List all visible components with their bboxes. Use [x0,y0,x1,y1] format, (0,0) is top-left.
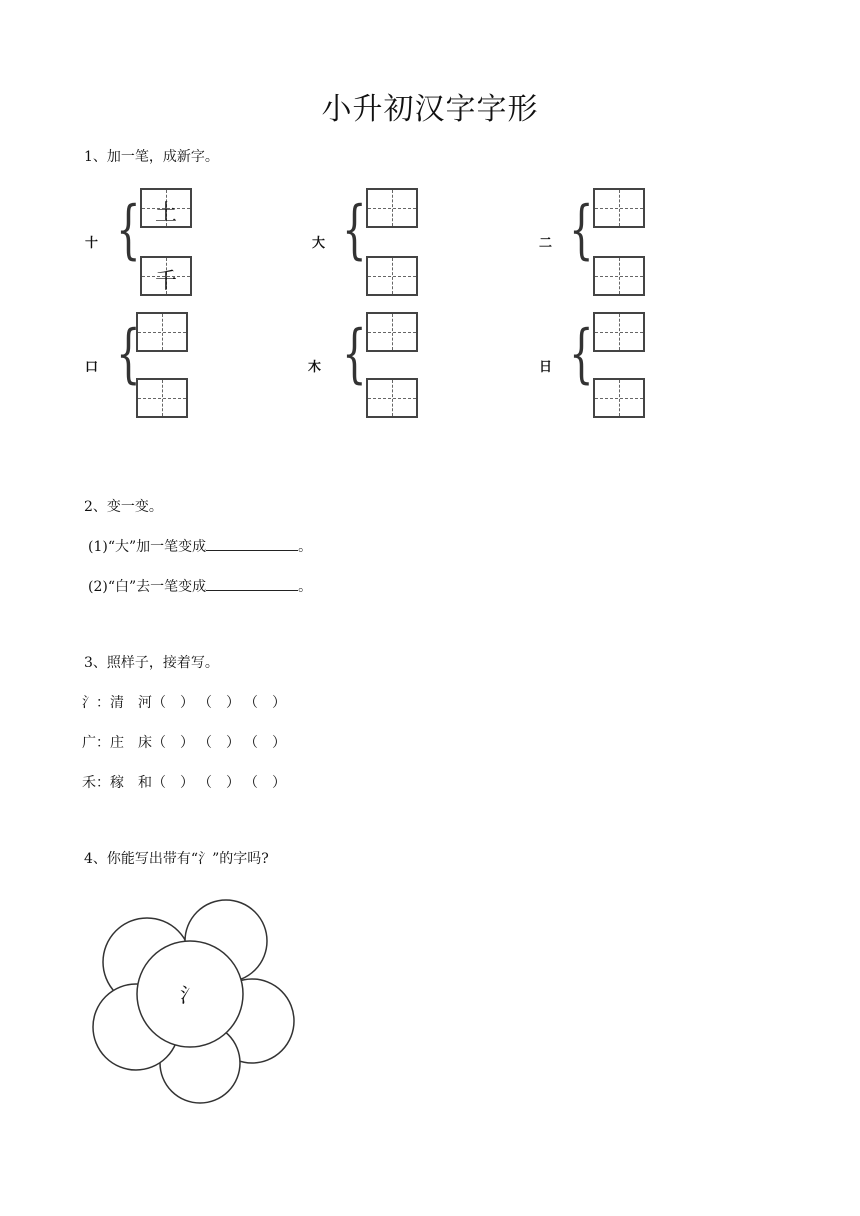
brace: { [569,193,594,267]
item-suffix: 。 [298,579,313,595]
center-char: 氵 [180,983,200,1007]
item-prefix: (1)“大”加一笔变成 [88,539,207,555]
answer-parens[interactable]: （ ） [152,735,194,751]
radical: 广： [82,735,110,751]
answer-parens[interactable]: （ ） [198,775,240,791]
answer-parens[interactable]: （ ） [152,695,194,711]
radical-row [82,732,290,752]
answer-parens[interactable]: （ ） [198,735,240,751]
examples: 稼 和 [110,775,152,791]
brace: { [116,193,141,267]
fill-blank-item [88,576,312,596]
answer-parens[interactable]: （ ） [244,735,286,751]
base-char: 大 [312,236,326,251]
base-char: 木 [308,360,322,375]
answer-box[interactable] [593,256,645,296]
answer-box[interactable] [593,312,645,352]
answer-char: 土 [154,201,177,226]
radical-row [82,692,290,712]
answer-box[interactable] [140,256,192,296]
examples: 清 河 [110,695,152,711]
answer-box[interactable] [366,188,418,228]
radical-row [82,772,290,792]
page-title: 小升初汉字字形 [321,92,539,127]
item-suffix: 。 [298,539,313,555]
answer-box[interactable] [366,256,418,296]
answer-box[interactable] [366,312,418,352]
answer-box[interactable] [136,378,188,418]
question-3-heading: 3、照样子，接着写。 [84,655,219,671]
question-1-heading: 1、加一笔，成新字。 [84,149,219,165]
examples: 庄 床 [110,735,152,751]
answer-parens[interactable]: （ ） [152,775,194,791]
brace: { [342,193,367,267]
answer-box[interactable] [136,312,188,352]
answer-blank[interactable] [206,576,298,591]
answer-char: 千 [154,269,177,294]
answer-parens[interactable]: （ ） [198,695,240,711]
answer-parens[interactable]: （ ） [244,695,286,711]
answer-box[interactable] [593,378,645,418]
base-char: 口 [85,360,99,375]
item-prefix: (2)“白”去一笔变成 [88,579,207,595]
radical: 氵： [82,695,110,711]
answer-blank[interactable] [206,536,298,551]
answer-box[interactable] [140,188,192,228]
brace: { [569,317,594,391]
answer-box[interactable] [593,188,645,228]
question-2-heading: 2、变一变。 [84,499,163,515]
fill-blank-item [88,536,312,556]
radical: 禾： [82,775,110,791]
answer-box[interactable] [366,378,418,418]
brace: { [116,317,141,391]
base-char: 日 [539,360,553,375]
question-4-heading: 4、你能写出带有“氵”的字吗? [84,851,269,867]
answer-parens[interactable]: （ ） [244,775,286,791]
base-char: 十 [85,236,99,251]
base-char: 二 [539,236,553,251]
flower-diagram [80,890,310,1110]
brace: { [342,317,367,391]
